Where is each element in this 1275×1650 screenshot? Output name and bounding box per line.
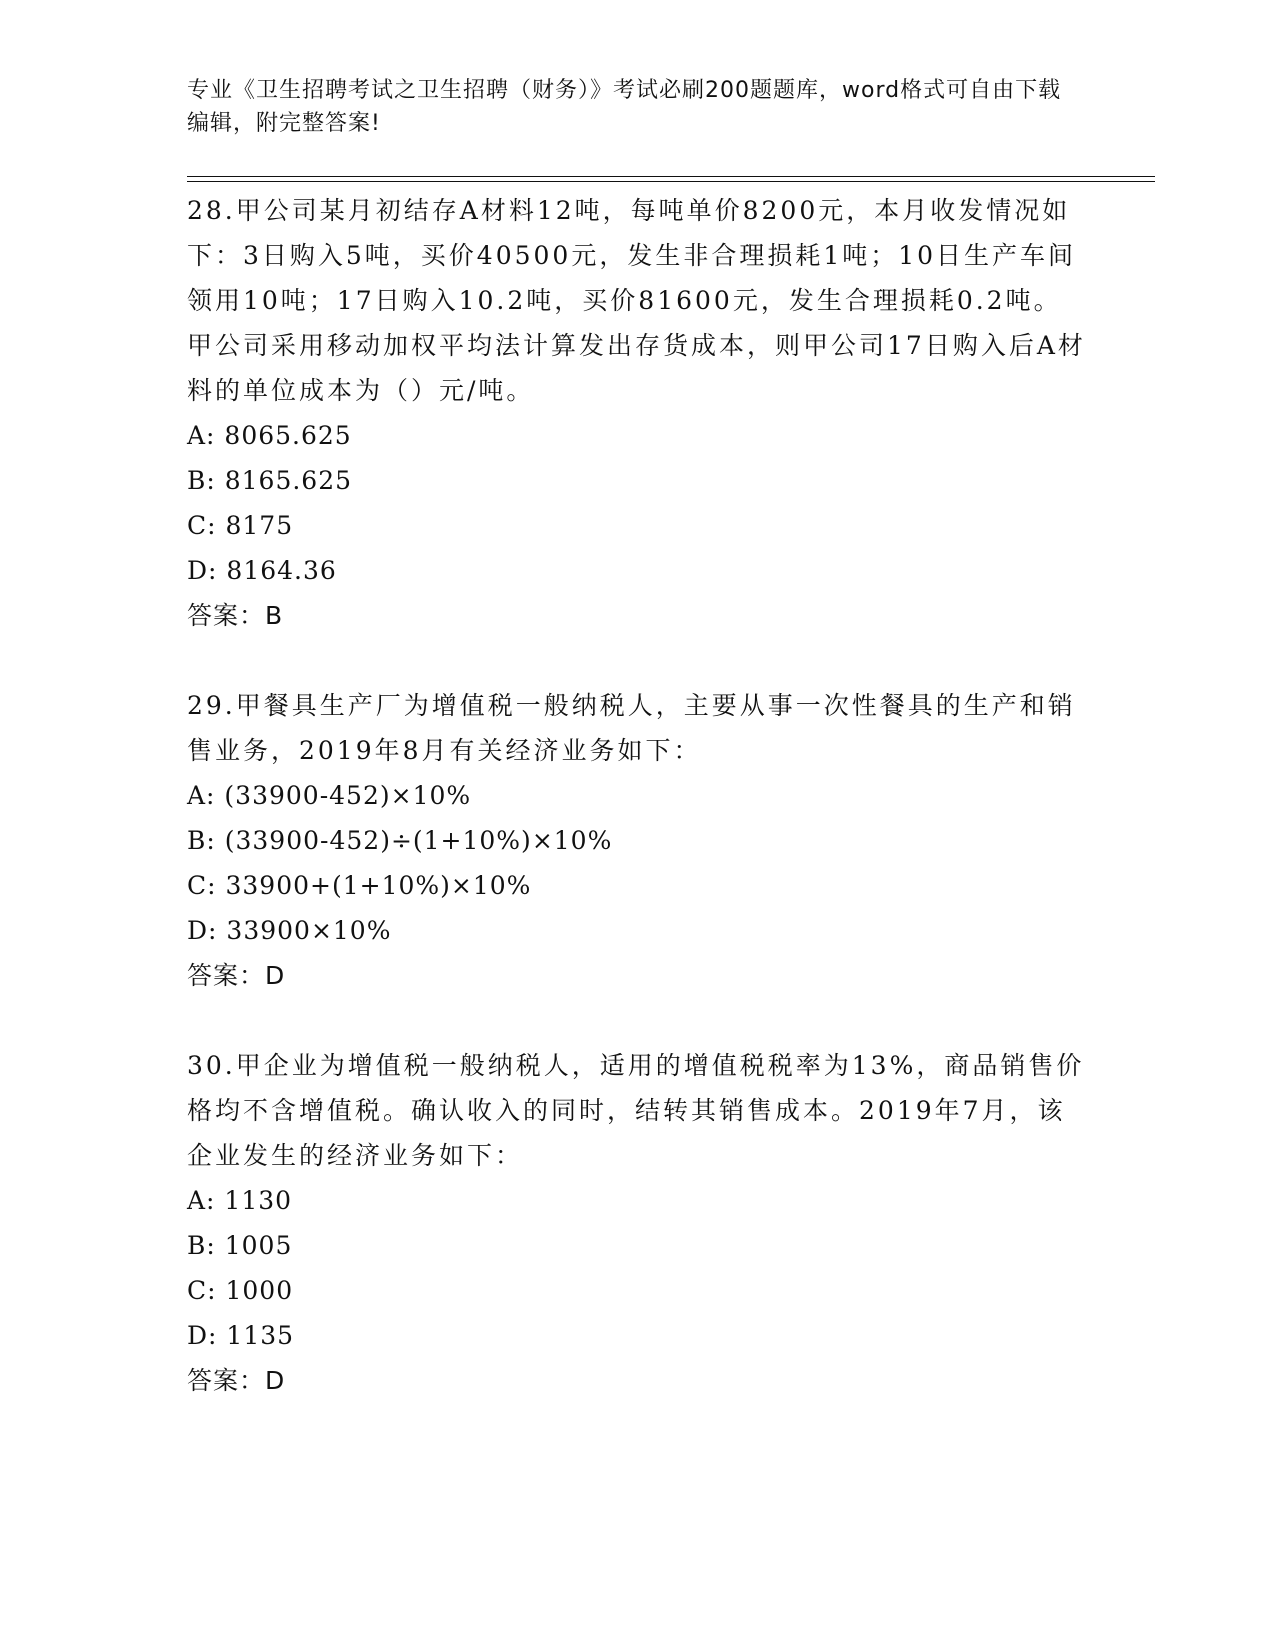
question-stem: 28.甲公司某月初结存A材料12吨，每吨单价8200元，本月收发情况如下：3日购入5吨，买价40500元，发生非合理损耗1吨；10日生产车间领用10吨；17日购入10.2吨，买价81600元，发生合理损耗0.2吨。甲公司采用移动加权平均法计算发出存货成本，则甲公司17日购入后A材料的单位成本为（）元/吨。 — [187, 196, 1086, 405]
option-d: D: 1135 — [187, 1321, 295, 1350]
question-stem: 30.甲企业为增值税一般纳税人，适用的增值税税率为13%，商品销售价格均不含增值税。确认收入的同时，结转其销售成本。2019年7月，该企业发生的经济业务如下： — [187, 1051, 1085, 1170]
answer-line: 答案：D — [187, 961, 286, 990]
option-a: A: 8065.625 — [187, 421, 352, 450]
question-list — [187, 188, 1087, 1403]
option-a: A: 1130 — [187, 1186, 293, 1215]
answer-line: 答案：B — [187, 601, 284, 630]
question-30 — [187, 1043, 1087, 1403]
header-divider-bottom — [187, 181, 1155, 182]
option-b: B: 1005 — [187, 1231, 293, 1260]
option-c: C: 8175 — [187, 511, 294, 540]
question-29 — [187, 683, 1087, 998]
question-stem: 29.甲餐具生产厂为增值税一般纳税人，主要从事一次性餐具的生产和销售业务，2019年8月有关经济业务如下： — [187, 691, 1076, 765]
option-c: C: 1000 — [187, 1276, 294, 1305]
document-header: 专业《卫生招聘考试之卫生招聘（财务）》考试必刷200题题库，word格式可自由下载编辑，附完整答案! — [187, 78, 1062, 136]
header-divider-top — [187, 176, 1155, 177]
option-d: D: 8164.36 — [187, 556, 337, 585]
option-a: A: (33900-452)×10% — [187, 781, 472, 810]
option-b: B: (33900-452)÷(1+10%)×10% — [187, 826, 613, 855]
option-c: C: 33900+(1+10%)×10% — [187, 871, 532, 900]
option-b: B: 8165.625 — [187, 466, 353, 495]
question-28 — [187, 188, 1087, 638]
answer-line: 答案：D — [187, 1366, 286, 1395]
option-d: D: 33900×10% — [187, 916, 392, 945]
question-spacer — [187, 638, 1087, 683]
question-spacer — [187, 998, 1087, 1043]
